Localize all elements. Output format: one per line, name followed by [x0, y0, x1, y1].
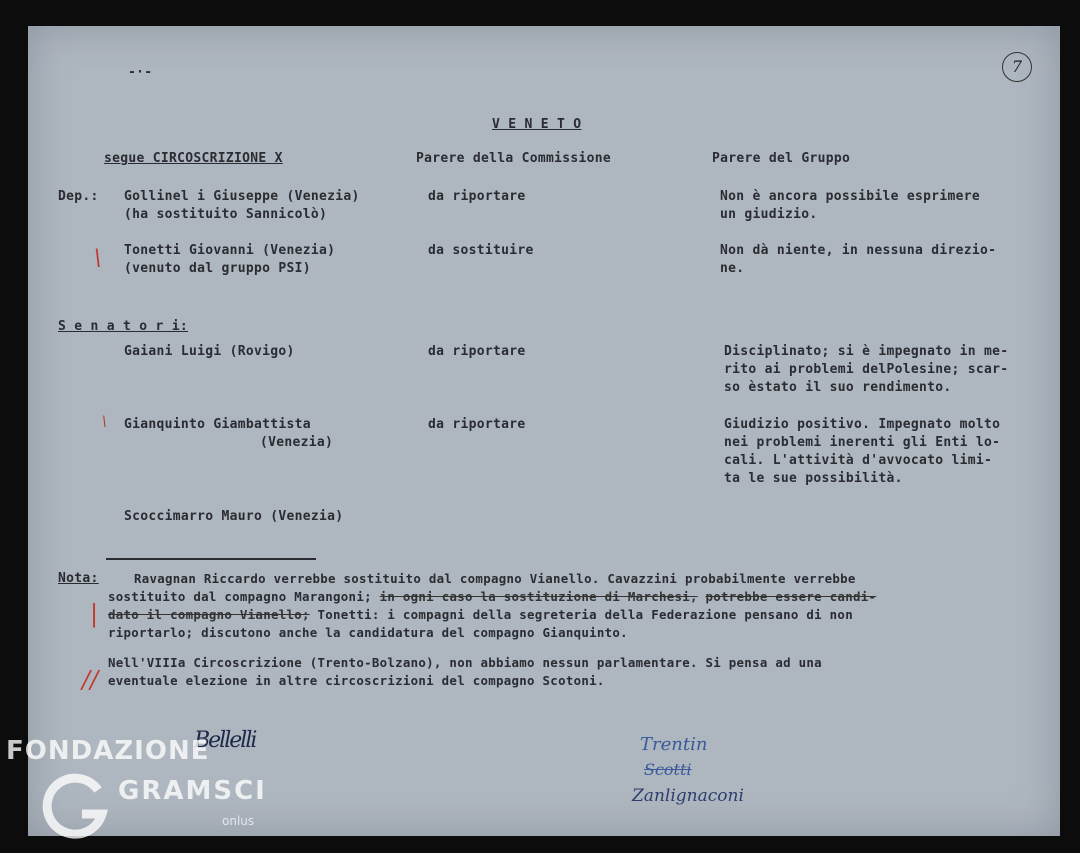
note-text	[108, 606, 853, 624]
deputy-group-opinion: ne.	[720, 261, 745, 276]
struck-text: potrebbe essere candi-	[705, 589, 877, 604]
page-title: V E N E T O	[492, 117, 582, 132]
note-text-fragment: sostituito dal compagno Marangoni;	[108, 589, 372, 604]
senator-group-opinion: so èstato il suo rendimento.	[724, 380, 952, 395]
watermark-g-logo	[42, 770, 112, 840]
senator-name: Scoccimarro Mauro (Venezia)	[124, 509, 344, 524]
struck-text: in ogni caso la sostituzione di Marchesi,	[379, 589, 698, 604]
senator-group-opinion: Giudizio positivo. Impegnato molto	[724, 417, 1001, 432]
senator-group-opinion: nei problemi inerenti gli Enti lo-	[724, 435, 1001, 450]
deputy-note: (ha sostituito Sannicolò)	[124, 207, 328, 222]
signature-left: Bellelli	[194, 728, 256, 753]
deputies-label: Dep.:	[58, 189, 99, 204]
column-header-commission: Parere della Commissione	[416, 151, 612, 166]
deputy-note: (venuto dal gruppo PSI)	[124, 261, 311, 276]
deputy-group-opinion: un giudizio.	[720, 207, 818, 222]
struck-text: dato il compagno Vianello;	[108, 607, 310, 622]
signature-struck: Scotti	[644, 760, 692, 779]
note-label: Nota:	[58, 571, 99, 586]
red-tick-mark: \	[94, 246, 102, 271]
red-tick-mark: \	[102, 414, 107, 430]
note-text: Ravagnan Riccardo verrebbe sostituito dal compagno Vianello. Cavazzini probabilmente verrebbe	[134, 571, 856, 586]
note-text	[108, 588, 876, 606]
red-margin-mark: //	[82, 666, 99, 694]
note-text-fragment: Tonetti: i compagni della segreteria della Federazione pensano di non	[317, 607, 853, 622]
watermark-logo: FONDAZIONE	[6, 736, 210, 766]
senator-group-opinion: cali. L'attività d'avvocato limi-	[724, 453, 993, 468]
column-header-group: Parere del Gruppo	[712, 151, 851, 166]
note-text: riportarlo; discutono anche la candidatura del compagno Gianquinto.	[108, 625, 628, 640]
deputy-commission-opinion: da sostituire	[428, 243, 534, 258]
senators-label: S e n a t o r i:	[58, 319, 189, 334]
senator-name: Gaiani Luigi (Rovigo)	[124, 344, 295, 359]
watermark-logo: GRAMSCI	[118, 776, 267, 806]
deputy-name: Tonetti Giovanni (Venezia)	[124, 243, 336, 258]
signature-right: Trentin	[640, 734, 708, 755]
senator-group-opinion: ta le sue possibilità.	[724, 471, 903, 486]
stray-mark: -·-	[128, 65, 153, 80]
red-margin-mark: |	[90, 600, 99, 628]
senator-commission-opinion: da riportare	[428, 344, 526, 359]
senator-group-opinion: rito ai problemi delPolesine; scar-	[724, 362, 1009, 377]
deputy-commission-opinion: da riportare	[428, 189, 526, 204]
signature-right: Zanlignaconi	[632, 786, 744, 806]
note-text: eventuale elezione in altre circoscrizioni del compagno Scotoni.	[108, 673, 605, 688]
watermark-logo: onlus	[222, 814, 255, 828]
senator-name: Gianquinto Giambattista	[124, 417, 311, 432]
senator-commission-opinion: da riportare	[428, 417, 526, 432]
deputy-group-opinion: Non dà niente, in nessuna direzio-	[720, 243, 997, 258]
deputy-group-opinion: Non è ancora possibile esprimere	[720, 189, 981, 204]
senator-note: (Venezia)	[260, 435, 334, 450]
column-header-circoscrizione: segue CIRCOSCRIZIONE X	[104, 151, 283, 166]
divider-line	[106, 558, 316, 560]
note-text: Nell'VIIIa Circoscrizione (Trento-Bolzano), non abbiamo nessun parlamentare. Si pensa ad una	[108, 655, 822, 670]
deputy-name: Gollinel i Giuseppe (Venezia)	[124, 189, 360, 204]
page-number: 7	[1002, 52, 1032, 82]
senator-group-opinion: Disciplinato; si è impegnato in me-	[724, 344, 1009, 359]
